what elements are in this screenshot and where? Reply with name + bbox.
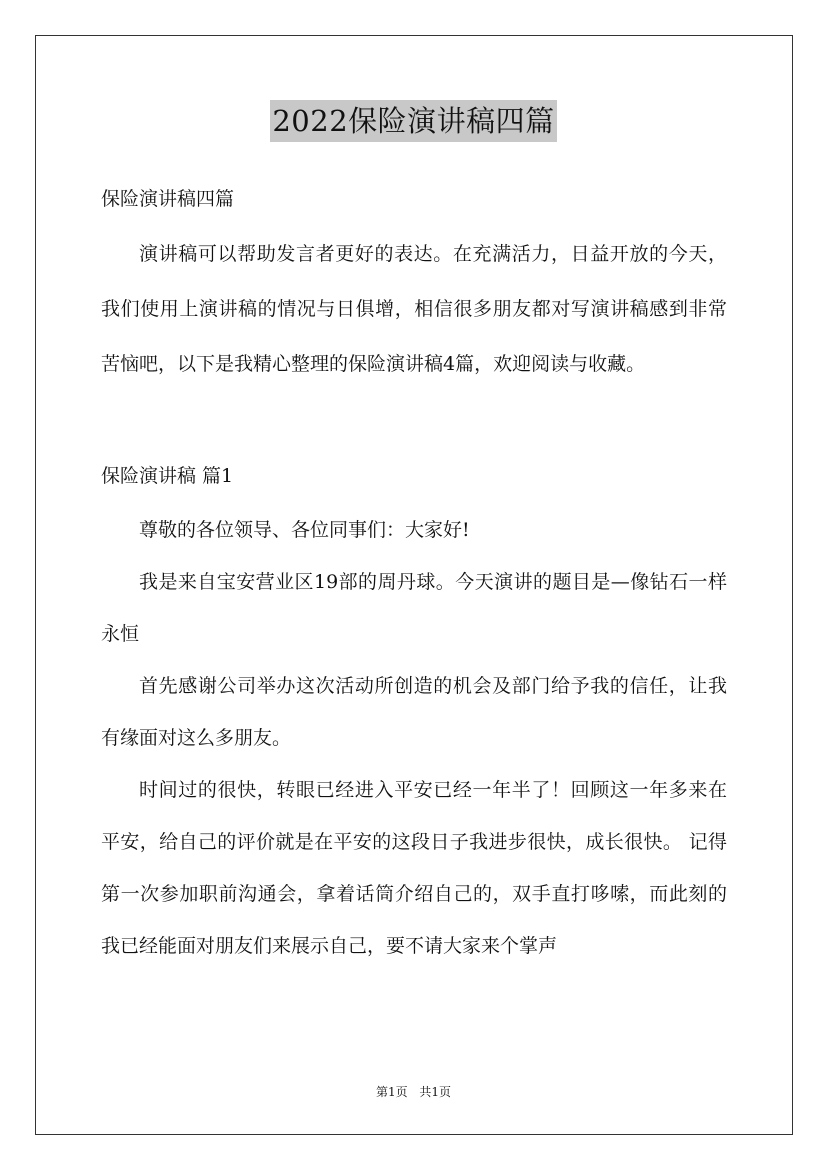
body-paragraph-3: 时间过的很快，转眼已经进入平安已经一年半了！回顾这一年多来在平安，给自己的评价就是在平安的这段日子我进步很快，成长很快。 记得第一次参加职前沟通会，拿着话筒介绍自己的，双手直打哆嗦，而此刻的我已经能面对朋友们来展示自己，要不请大家来个掌声 — [101, 779, 727, 957]
greeting-paragraph: 尊敬的各位领导、各位同事们：大家好! — [139, 519, 470, 541]
body-paragraph-1: 我是来自宝安营业区19部的周丹球。今天演讲的题目是—像钻石一样永恒 — [101, 571, 727, 645]
page-number-current: 第1页 — [375, 1085, 408, 1099]
body-paragraph-2: 首先感谢公司举办这次活动所创造的机会及部门给予我的信任，让我有缘面对这么多朋友。 — [101, 675, 727, 749]
section-heading: 保险演讲稿 篇1 — [101, 465, 234, 487]
intro-paragraph: 演讲稿可以帮助发言者更好的表达。在充满活力，日益开放的今天，我们使用上演讲稿的情况与日俱增，相信很多朋友都对写演讲稿感到非常苦恼吧，以下是我精心整理的保险演讲稿4篇，欢迎阅读与收藏。 — [101, 243, 727, 375]
section-spacer — [101, 392, 727, 449]
document-subtitle: 保险演讲稿四篇 — [101, 188, 235, 210]
page-footer — [0, 1083, 827, 1100]
document-body — [101, 172, 727, 972]
page-number-total: 共1页 — [419, 1085, 452, 1099]
document-title: 2022保险演讲稿四篇 — [270, 100, 556, 142]
title-container — [0, 100, 827, 142]
